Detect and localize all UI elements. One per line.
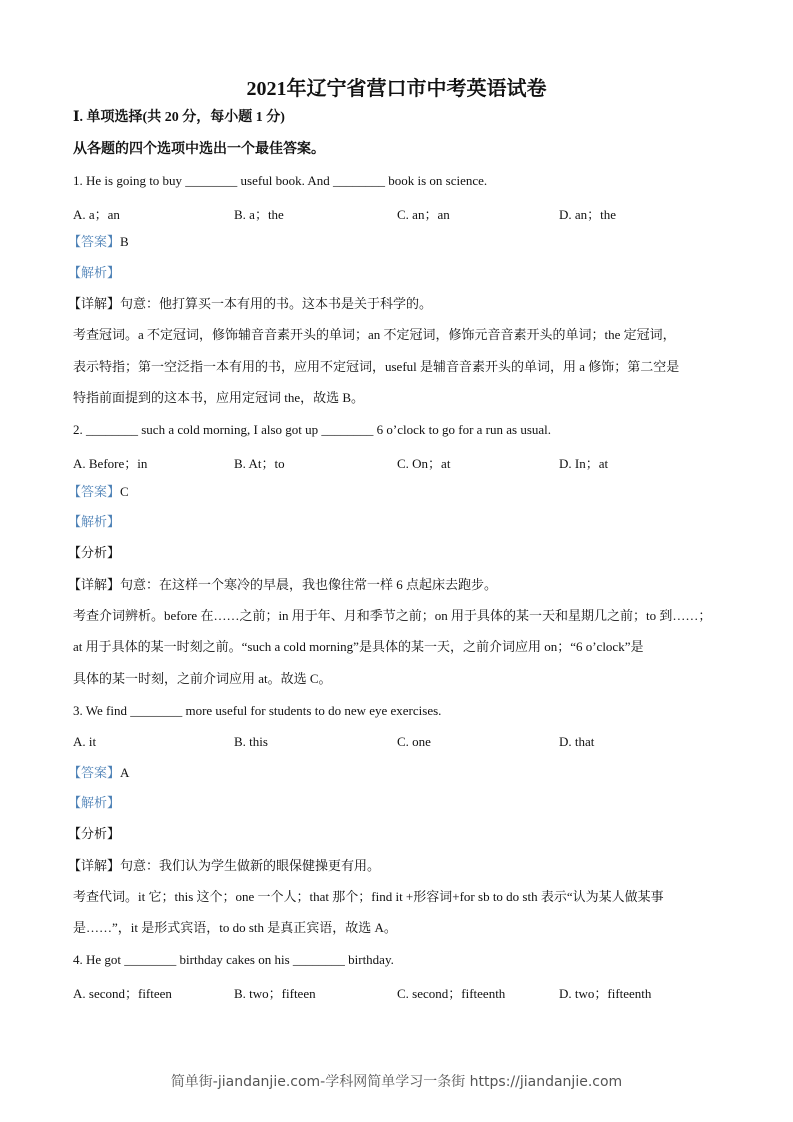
option-c: C. one bbox=[397, 734, 431, 749]
detail-line: 考查代词。it 它；this 这个；one 一个人；that 那个；find it +形容词+for sb to do sth 表示“认为某人做某事 bbox=[73, 889, 664, 904]
answer-value: C bbox=[120, 484, 129, 499]
detail-line: 考查介词辨析。before 在……之前；in 用于年、月和季节之前；on 用于具体的某一天和星期几之前；to 到……； bbox=[73, 608, 712, 623]
footer-watermark: 简单街-jiandanjie.com-学科网简单学习一条街 https://jiandanjie.com bbox=[170, 1074, 623, 1090]
detail-line: 特指前面提到的这本书，应用定冠词 the，故选 B。 bbox=[73, 390, 365, 405]
analysis-label: 【解析】 bbox=[68, 795, 121, 810]
analysis-label: 【解析】 bbox=[68, 265, 121, 280]
option-a: A. Before；in bbox=[73, 456, 148, 471]
option-b: B. two；fifteen bbox=[234, 986, 316, 1001]
option-a: A. second；fifteen bbox=[73, 986, 172, 1001]
option-c: C. an；an bbox=[397, 207, 450, 222]
answer-line bbox=[68, 234, 129, 250]
option-d: D. two；fifteenth bbox=[559, 986, 652, 1001]
detail-line: 考查冠词。a 不定冠词，修饰辅音音素开头的单词；an 不定冠词，修饰元音音素开头的单词；the 定冠词， bbox=[73, 327, 676, 342]
option-b: B. a；the bbox=[234, 207, 284, 222]
instruction: 从各题的四个选项中选出一个最佳答案。 bbox=[73, 142, 325, 157]
question-stem: 2. ________ such a cold morning, I also got up ________ 6 o’clock to go for a run as usual. bbox=[73, 422, 552, 437]
document-title: 2021年辽宁省营口市中考英语试卷 bbox=[246, 78, 547, 100]
detail-line: at 用于具体的某一时刻之前。“such a cold morning”是具体的某一天，之前介词应用 on；“6 o’clock”是 bbox=[73, 639, 644, 654]
answer-label: 【答案】 bbox=[68, 765, 121, 780]
question-stem: 3. We find ________ more useful for students to do new eye exercises. bbox=[73, 703, 442, 718]
detail-line: 【详解】句意：我们认为学生做新的眼保健操更有用。 bbox=[68, 858, 381, 873]
answer-value: B bbox=[120, 234, 129, 249]
detail-line: 是……”，it 是形式宾语，to do sth 是真正宾语，故选 A。 bbox=[73, 920, 397, 935]
answer-label: 【答案】 bbox=[68, 484, 121, 499]
answer-label: 【答案】 bbox=[68, 234, 121, 249]
option-a: A. a；an bbox=[73, 207, 120, 222]
answer-value: A bbox=[120, 765, 130, 780]
option-b: B. this bbox=[234, 734, 268, 749]
option-d: D. In；at bbox=[559, 456, 609, 471]
detail-line: 表示特指；第一空泛指一本有用的书，应用不定冠词，useful 是辅音音素开头的单词，用 a 修饰；第二空是 bbox=[73, 359, 680, 374]
fenxi-label: 【分析】 bbox=[68, 545, 121, 560]
fenxi-label: 【分析】 bbox=[68, 826, 121, 841]
option-b: B. At；to bbox=[234, 456, 285, 471]
question-stem: 1. He is going to buy ________ useful book. And ________ book is on science. bbox=[73, 173, 488, 188]
answer-line bbox=[68, 765, 129, 781]
option-d: D. that bbox=[559, 734, 595, 749]
section-heading: Ⅰ. 单项选择(共 20 分，每小题 1 分) bbox=[73, 110, 285, 125]
analysis-label: 【解析】 bbox=[68, 514, 121, 529]
detail-line: 【详解】句意：在这样一个寒冷的早晨，我也像往常一样 6 点起床去跑步。 bbox=[68, 577, 498, 592]
question-stem: 4. He got ________ birthday cakes on his ________ birthday. bbox=[73, 952, 394, 967]
option-c: C. On；at bbox=[397, 456, 451, 471]
option-c: C. second；fifteenth bbox=[397, 986, 506, 1001]
answer-line bbox=[68, 484, 129, 500]
option-d: D. an；the bbox=[559, 207, 617, 222]
detail-line: 具体的某一时刻，之前介词应用 at。故选 C。 bbox=[73, 671, 332, 686]
detail-line: 【详解】句意：他打算买一本有用的书。这本书是关于科学的。 bbox=[68, 296, 433, 311]
option-a: A. it bbox=[73, 734, 97, 749]
